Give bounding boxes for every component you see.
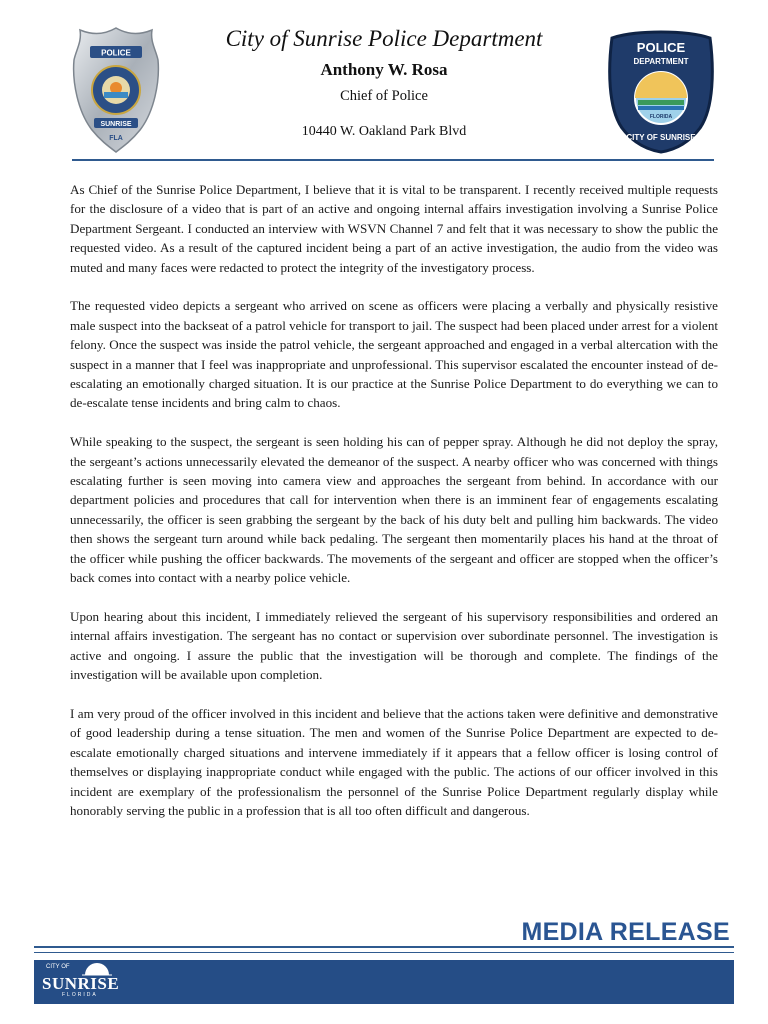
svg-text:CITY OF SUNRISE: CITY OF SUNRISE (626, 133, 696, 142)
header-divider (72, 159, 714, 161)
footer-band (34, 960, 734, 1004)
logo-sunrise-text: SUNRISE (42, 974, 120, 993)
department-name: City of Sunrise Police Department (225, 26, 543, 51)
paragraph-4: Upon hearing about this incident, I immediately relieved the sergeant of his supervisory responsibilities and ordered an internal affairs investigation. The sergeant has no contact or supervision over subordinate personnel. The investigation is active and ongoing. I assure the public that the investigation will be thorough and complete. The findings of the investigation will be available upon completion. (70, 608, 718, 683)
police-patch-icon (606, 28, 716, 154)
letterhead (0, 0, 768, 165)
footer-divider-thick (34, 946, 734, 948)
svg-text:POLICE: POLICE (636, 40, 686, 55)
city-of-sunrise-logo (42, 962, 120, 1002)
logo-florida-text: FLORIDA (62, 992, 98, 998)
chief-name: Anthony W. Rosa (320, 60, 448, 79)
paragraph-5: I am very proud of the officer involved in this incident and believe that the actions taken were definitive and demonstrative of good leadership during a tense situation. The men and women of the Sunrise Police Department are expected to de-escalate emotionally charged situations and intervene immediately if it appears that a fellow officer is losing control of themselves or displaying inappropriate conduct while engaged with the public. The actions of our officer involved in this incident are exemplary of the professionalism the personnel of the Sunrise Police Department regularly display while honorably serving the public in a profession that is all too often difficult and dangerous. (70, 705, 718, 818)
svg-text:POLICE: POLICE (101, 48, 131, 58)
media-release-title: MEDIA RELEASE (521, 918, 730, 946)
paragraph-1: As Chief of the Sunrise Police Department, I believe that it is vital to be transparent. I recently received multiple requests for the disclosure of a video that is part of an active and ongoing internal affairs investigation involving a Sunrise Police Department Sergeant. I conducted an interview with WSVN Channel 7 and felt that it was necessary to show the public the requested video. As a result of the captured incident being a part of an active investigation, the audio from the video was muted and many faces were redacted to protect the integrity of the investigatory process. (70, 182, 718, 275)
svg-text:SUNRISE: SUNRISE (100, 121, 132, 128)
chief-title: Chief of Police (340, 88, 428, 104)
department-address: 10440 W. Oakland Park Blvd (301, 124, 467, 139)
footer-divider-thin (34, 952, 734, 953)
svg-text:FLA: FLA (109, 135, 123, 142)
logo-city-of-text: CITY OF (46, 964, 70, 970)
release-body (70, 180, 718, 840)
paragraph-3: While speaking to the suspect, the sergeant is seen holding his can of pepper spray. Although he did not deploy the spray, the sergeant’s actions unnecessarily elevated the demeanor of the suspect. A nearby officer who was concerned with things escalating further is seen moving into camera view and approaches the sergeant from behind. In accordance with our department policies and procedures that call for intervention when there is an imminent fear of engagements escalating unnecessarily, the officer is seen grabbing the sergeant by the back of his duty belt and pulling him backwards. The video then shows the sergeant turn around while back pedaling. The sergeant then momentarily places his hand at the throat of the officer while pushing the officer backwards. The movements of the sergeant and officer are stopped when the officer’s back comes into contact with a nearby police vehicle. (70, 434, 718, 586)
svg-text:FLORIDA: FLORIDA (649, 114, 673, 120)
svg-text:DEPARTMENT: DEPARTMENT (633, 57, 689, 66)
paragraph-2: The requested video depicts a sergeant who arrived on scene as officers were placing a verbally and physically resistive male suspect into the backseat of a patrol vehicle for transport to jail. The suspect had been placed under arrest for a violent felony. Once the suspect was inside the patrol vehicle, the sergeant approached and engaged in a verbal altercation with the suspect in a manner that I feel was inappropriate and unprofessional. This supervisor escalated the encounter instead of de-escalating an emotionally charged situation. It is our practice at the Sunrise Police Department to do everything we can to de-escalate tense incidents and bring calm to chaos. (70, 298, 718, 411)
